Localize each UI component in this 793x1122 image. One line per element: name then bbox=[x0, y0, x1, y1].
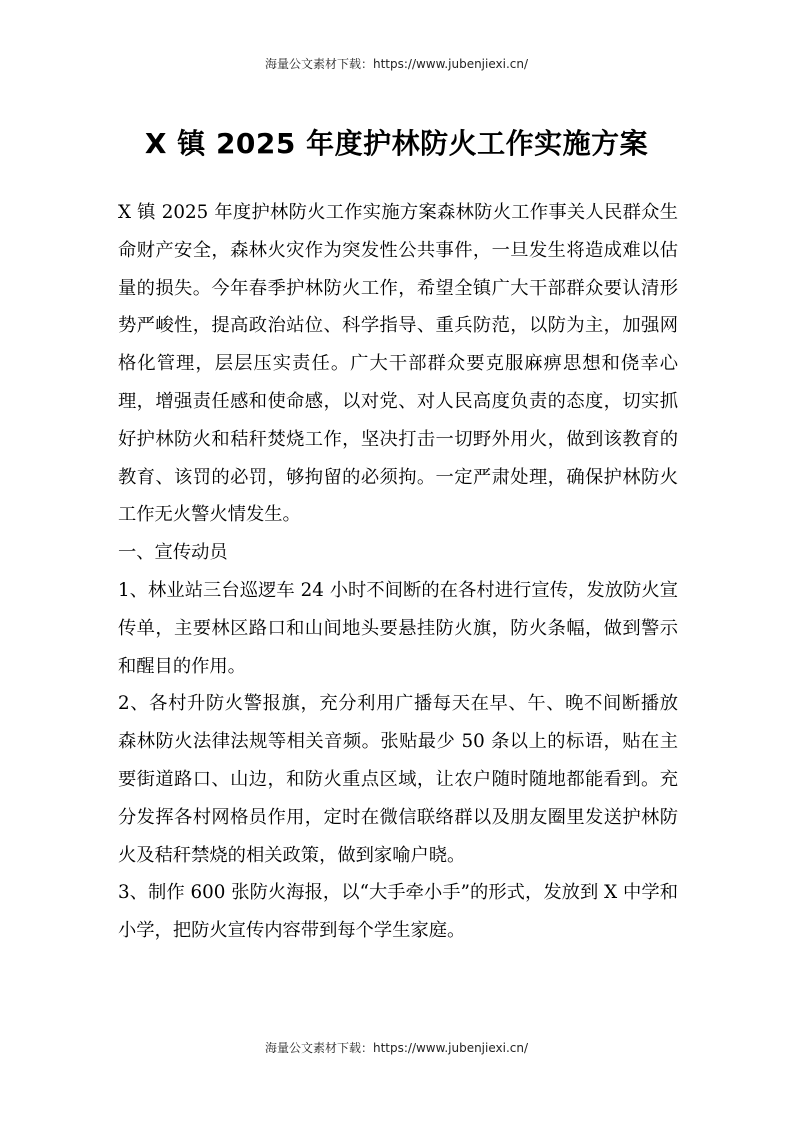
list-item-2: 2、各村升防火警报旗，充分利用广播每天在早、午、晚不间断播放森林防火法律法规等相关音频。张贴最少 50 条以上的标语，贴在主要街道路口、山边，和防火重点区域，让农户随时随地都能看到。充分发挥各村网格员作用，定时在微信联络群以及朋友圈里发送护林防火及秸秆禁烧的相关政策，做到家喻户晓。 bbox=[118, 693, 678, 866]
list-item-3: 3、制作 600 张防火海报，以“大手牵小手”的形式，发放到 X 中学和小学，把防火宣传内容带到每个学生家庭。 bbox=[118, 882, 678, 942]
page-header: 海量公文素材下载：https://www.jubenjiexi.cn/ bbox=[264, 57, 529, 71]
section-heading: 一、宣传动员 bbox=[118, 542, 228, 564]
intro-paragraph: X 镇 2025 年度护林防火工作实施方案森林防火工作事关人民群众生命财产安全，森林火灾作为突发性公共事件，一旦发生将造成难以估量的损失。今年春季护林防火工作，希望全镇广大干部群众要认清形势严峻性，提高政治站位、科学指导、重兵防范，以防为主，加强网格化管理，层层压实责任。广大干部群众要克服麻痹思想和侥幸心理，增强责任感和使命感，以对党、对人民高度负责的态度，切实抓好护林防火和秸秆焚烧工作，坚决打击一切野外用火，做到该教育的教育、该罚的必罚，够拘留的必须拘。一定严肃处理，确保护林防火工作无火警火情发生。 bbox=[118, 202, 678, 526]
document-body bbox=[118, 194, 678, 950]
list-item-1: 1、林业站三台巡逻车 24 小时不间断的在各村进行宣传，发放防火宣传单，主要林区路口和山间地头要悬挂防火旗，防火条幅，做到警示和醒目的作用。 bbox=[118, 579, 678, 677]
document-title: X 镇 2025 年度护林防火工作实施方案 bbox=[144, 127, 649, 160]
page-footer: 海量公文素材下载：https://www.jubenjiexi.cn/ bbox=[264, 1041, 529, 1055]
